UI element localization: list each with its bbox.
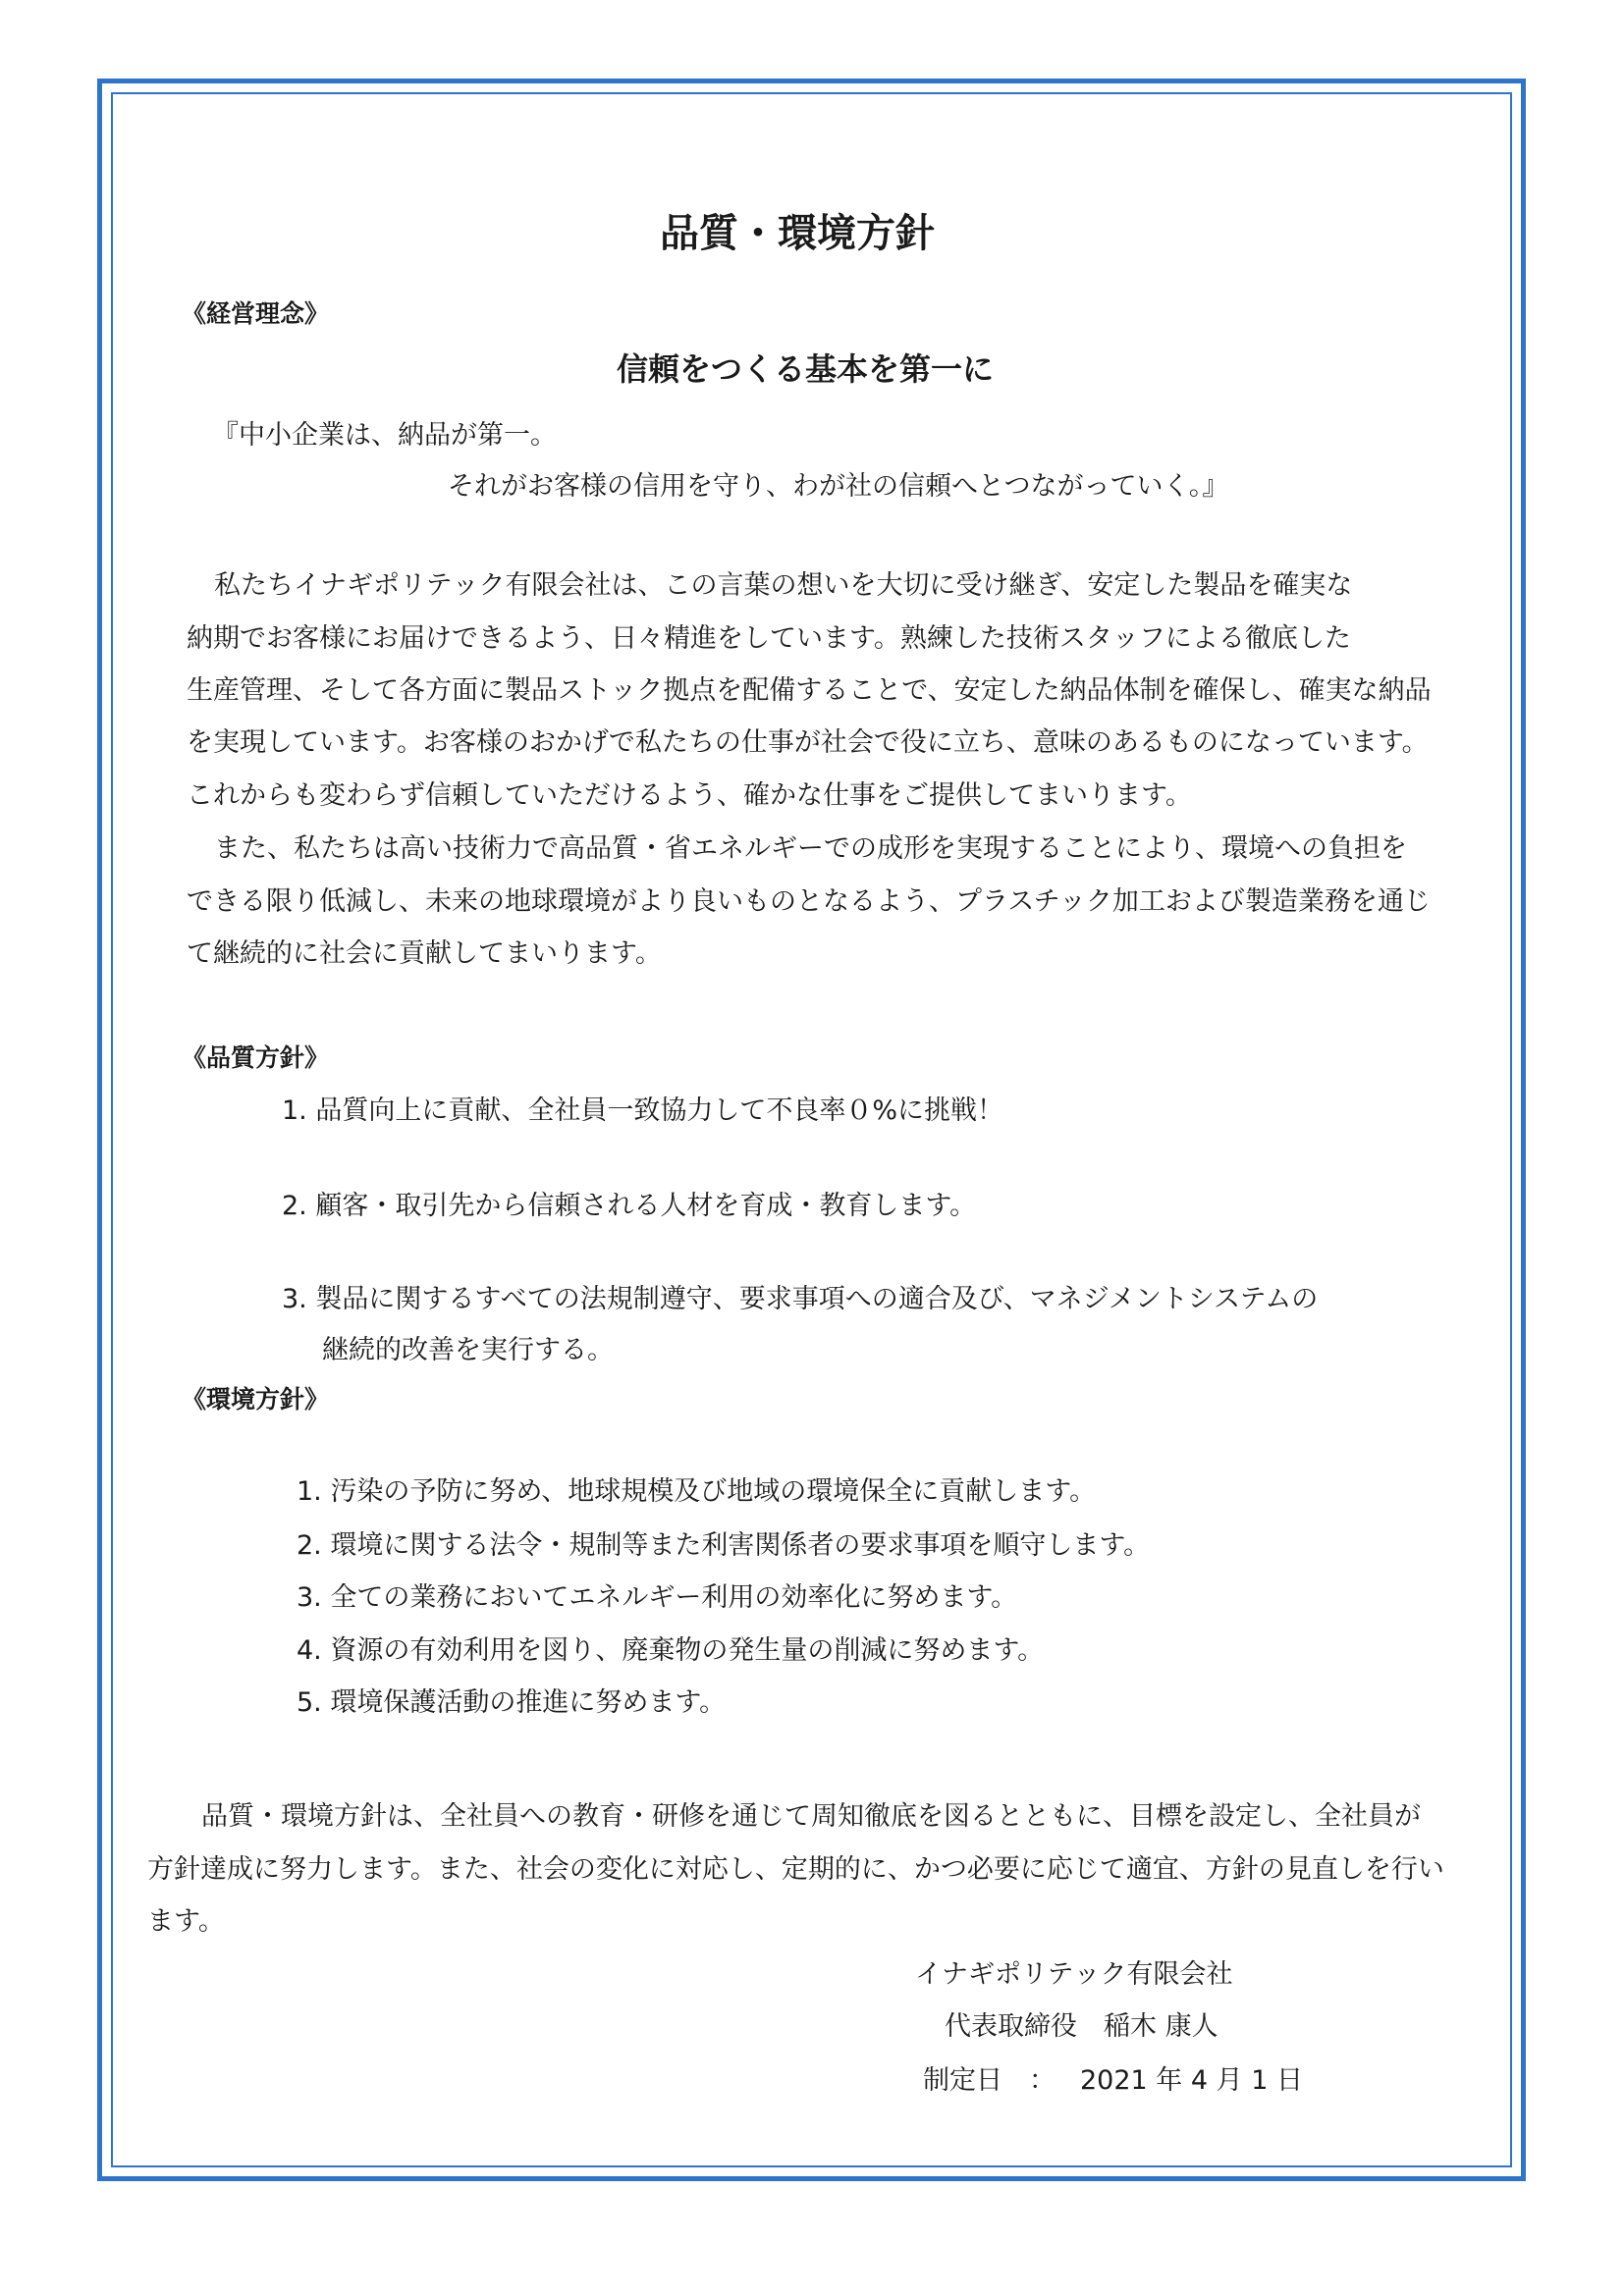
quote-line-2: それがお客様の信用を守り、わが社の信頼へとつながっていく。』 — [448, 471, 1229, 502]
philosophy-body-line: 生産管理、そして各方面に製品ストック拠点を配備することで、安定した納品体制を確保し、確実な納品 — [187, 675, 1432, 706]
quote-line-1: 『中小企業は、納品が第一。 — [212, 420, 557, 451]
philosophy-body-line: を実現しています。お客様のおかげで私たちの仕事が社会で役に立ち、意味のあるものになっています。 — [187, 727, 1429, 758]
environment-item: 3. 全ての業務においてエネルギー利用の効率化に努めます。 — [297, 1582, 1018, 1613]
signature-date-value: 2021 年 4 月 1 日 — [1080, 2065, 1303, 2096]
philosophy-body-line: これからも変わらず信頼していただけるよう、確かな仕事をご提供してまいります。 — [187, 780, 1192, 811]
quality-item-continuation: 継続的改善を実行する。 — [322, 1335, 614, 1365]
closing-line: 方針達成に努力します。また、社会の変化に対応し、定期的に、かつ必要に応じて適宜、方針の見直しを行い — [147, 1854, 1444, 1885]
signature-representative: 代表取締役 稲木 康人 — [945, 2011, 1218, 2042]
quality-item: 3. 製品に関するすべての法規制遵守、要求事項への適合及び、マネジメントシステムの — [282, 1284, 1319, 1314]
philosophy-heading: 《経営理念》 — [182, 299, 330, 328]
philosophy-body-line: て継続的に社会に貢献してまいります。 — [187, 938, 662, 969]
closing-line: 品質・環境方針は、全社員への教育・研修を通じて周知徹底を図るとともに、目標を設定し、全社員が — [201, 1801, 1421, 1832]
quality-item: 1. 品質向上に貢献、全社員一致協力して不良率０%に挑戦！ — [282, 1095, 1003, 1126]
signature-company: イナギポリテック有限会社 — [915, 1959, 1233, 1990]
quality-item: 2. 顧客・取引先から信頼される人材を育成・教育します。 — [282, 1191, 977, 1221]
quality-heading: 《品質方針》 — [182, 1043, 330, 1072]
environment-item: 1. 汚染の予防に努め、地球規模及び地域の環境保全に貢献します。 — [297, 1476, 1097, 1507]
philosophy-motto: 信頼をつくる基本を第一に — [617, 350, 995, 388]
signature-date-label: 制定日 ： — [923, 2065, 1056, 2096]
document-title: 品質・環境方針 — [660, 211, 935, 256]
closing-line: ます。 — [147, 1906, 225, 1937]
philosophy-body-line: また、私たちは高い技術力で高品質・省エネルギーでの成形を実現することにより、環境への負担を — [214, 833, 1407, 864]
environment-item: 4. 資源の有効利用を図り、廃棄物の発生量の削減に努めます。 — [297, 1635, 1045, 1666]
philosophy-body-line: 私たちイナギポリテック有限会社は、この言葉の想いを大切に受け継ぎ、安定した製品を確実な — [214, 570, 1353, 601]
environment-heading: 《環境方針》 — [182, 1385, 330, 1414]
philosophy-body-line: できる限り低減し、未来の地球環境がより良いものとなるよう、プラスチック加工および製造業務を通じ — [187, 886, 1431, 917]
environment-item: 2. 環境に関する法令・規制等また利害関係者の要求事項を順守します。 — [297, 1530, 1151, 1561]
philosophy-body-line: 納期でお客様にお届けできるよう、日々精進をしています。熟練した技術スタッフによる徹底した — [187, 623, 1351, 654]
environment-item: 5. 環境保護活動の推進に努めます。 — [297, 1687, 727, 1718]
